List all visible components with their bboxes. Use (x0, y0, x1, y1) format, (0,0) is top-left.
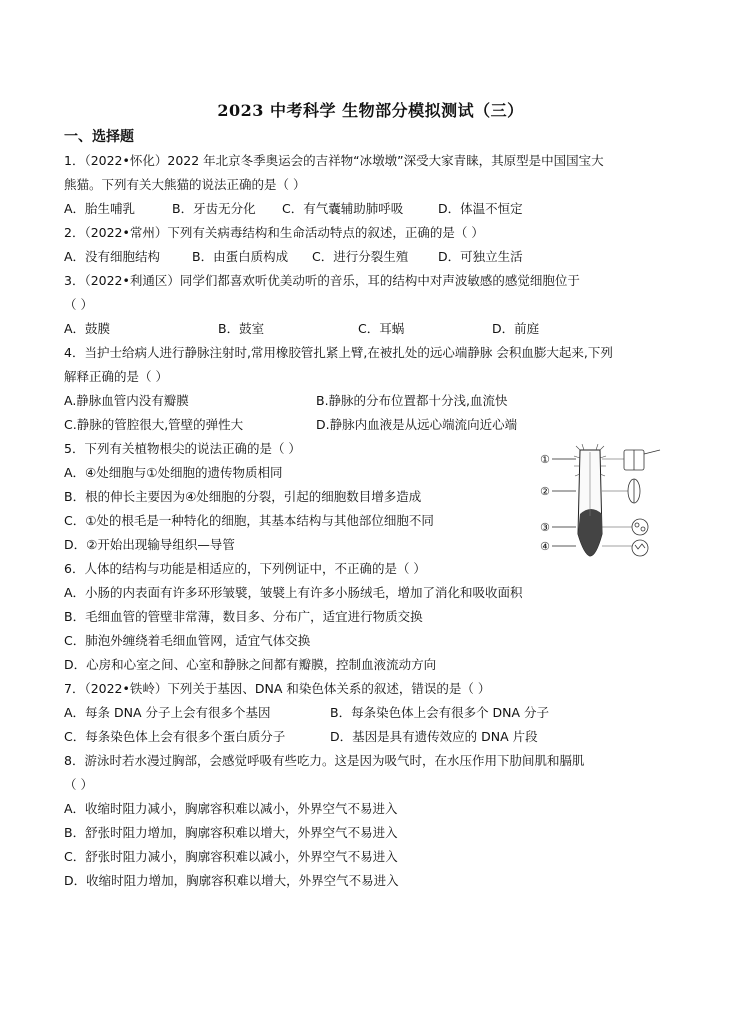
option-b: B．牙齿无分化 (172, 201, 256, 216)
option-d: D．基因是具有遗传效应的 DNA 片段 (330, 729, 538, 744)
root-outline (574, 444, 606, 556)
option-a: A．④处细胞与①处细胞的遗传物质相同 (64, 465, 283, 480)
detail-connectors (602, 459, 632, 546)
option-a: A．小肠的内表面有许多环形皱襞，皱襞上有许多小肠绒毛，增加了消化和吸收面积 (64, 585, 523, 600)
question-stem-line: （ ） (64, 297, 93, 312)
question-stem-line: 6．人体的结构与功能是相适应的，下列例证中，不正确的是（ ） (64, 561, 426, 576)
section-heading: 一、选择题 (64, 129, 134, 145)
option-c: C．耳蜗 (358, 321, 405, 336)
option-b: B．舒张时阻力增加，胸廓容积难以增大，外界空气不易进入 (64, 825, 398, 840)
option-d: D.静脉内血液是从远心端流向近心端 (316, 417, 518, 432)
question-stem-line: 3．（2022•利通区）同学们都喜欢听优美动听的音乐，耳的结构中对声波敏感的感觉细胞位于 (64, 273, 580, 288)
question-stem-line: 解释正确的是（ ） (64, 369, 168, 384)
marker-2: ② (540, 485, 550, 498)
option-b: B．鼓室 (218, 321, 265, 336)
question-stem-line: 5．下列有关植物根尖的说法正确的是（ ） (64, 441, 301, 456)
option-d: D．心房和心室之间、心室和静脉之间都有瓣膜，控制血液流动方向 (64, 657, 437, 672)
marker-1: ① (540, 453, 550, 466)
option-b: B．每条染色体上会有很多个 DNA 分子 (330, 705, 550, 720)
option-d: D．前庭 (492, 321, 540, 336)
marker-4: ④ (540, 540, 550, 553)
option-c: C．进行分裂生殖 (312, 249, 409, 264)
option-d: D．②开始出现输导组织—导管 (64, 537, 235, 552)
question-stem-line: 8．游泳时若水漫过胸部，会感觉呼吸有些吃力。这是因为吸气时，在水压作用下肋间肌和膈肌 (64, 753, 585, 768)
question-stem-line: 4．当护士给病人进行静脉注射时,常用橡胶管扎紧上臂,在被扎处的远心端静脉 会积血膨大起来,下列 (64, 345, 613, 360)
cell-detail-icons (624, 450, 660, 556)
question-stem-line: 1．（2022•怀化）2022 年北京冬季奥运会的吉祥物“冰墩墩”深受大家青睐，其原型是中国国宝大 (64, 153, 604, 168)
marker-3: ③ (540, 521, 550, 534)
option-c: C．每条染色体上会有很多个蛋白质分子 (64, 729, 286, 744)
root-tip-diagram (536, 444, 666, 562)
option-c: C．①处的根毛是一种特化的细胞，其基本结构与其他部位细胞不同 (64, 513, 434, 528)
option-b: B．根的伸长主要因为④处细胞的分裂，引起的细胞数目增多造成 (64, 489, 422, 504)
question-stem-line: 2．（2022•常州）下列有关病毒结构和生命活动特点的叙述，正确的是（ ） (64, 225, 484, 240)
option-c: C.静脉的管腔很大,管壁的弹性大 (64, 417, 244, 432)
option-a: A．收缩时阻力减小，胸廓容积难以减小，外界空气不易进入 (64, 801, 398, 816)
option-d: D．可独立生活 (438, 249, 523, 264)
option-b: B．毛细血管的管壁非常薄，数目多、分布广，适宜进行物质交换 (64, 609, 423, 624)
question-stem-line: （ ） (64, 777, 93, 792)
option-a: A．鼓膜 (64, 321, 111, 336)
option-a: A．每条 DNA 分子上会有很多个基因 (64, 705, 271, 720)
question-stem-line: 7．（2022•铁岭）下列关于基因、DNA 和染色体关系的叙述，错误的是（ ） (64, 681, 491, 696)
option-d: D．收缩时阻力增加，胸廓容积难以增大，外界空气不易进入 (64, 873, 399, 888)
option-c: C．肺泡外缠绕着毛细血管网，适宜气体交换 (64, 633, 311, 648)
option-a: A.静脉血管内没有瓣膜 (64, 393, 189, 408)
option-c: C．有气囊辅助肺呼吸 (282, 201, 404, 216)
option-c: C．舒张时阻力减小，胸廓容积难以减小，外界空气不易进入 (64, 849, 398, 864)
option-d: D．体温不恒定 (438, 201, 523, 216)
option-b: B.静脉的分布位置都十分浅,血流快 (316, 393, 508, 408)
option-a: A．没有细胞结构 (64, 249, 161, 264)
option-a: A．胎生哺乳 (64, 201, 136, 216)
option-b: B．由蛋白质构成 (192, 249, 289, 264)
leader-lines (552, 459, 576, 546)
page-title: 2023 中考科学 生物部分模拟测试（三） (217, 101, 524, 120)
question-stem-line: 熊猫。下列有关大熊猫的说法正确的是（ ） (64, 177, 306, 192)
